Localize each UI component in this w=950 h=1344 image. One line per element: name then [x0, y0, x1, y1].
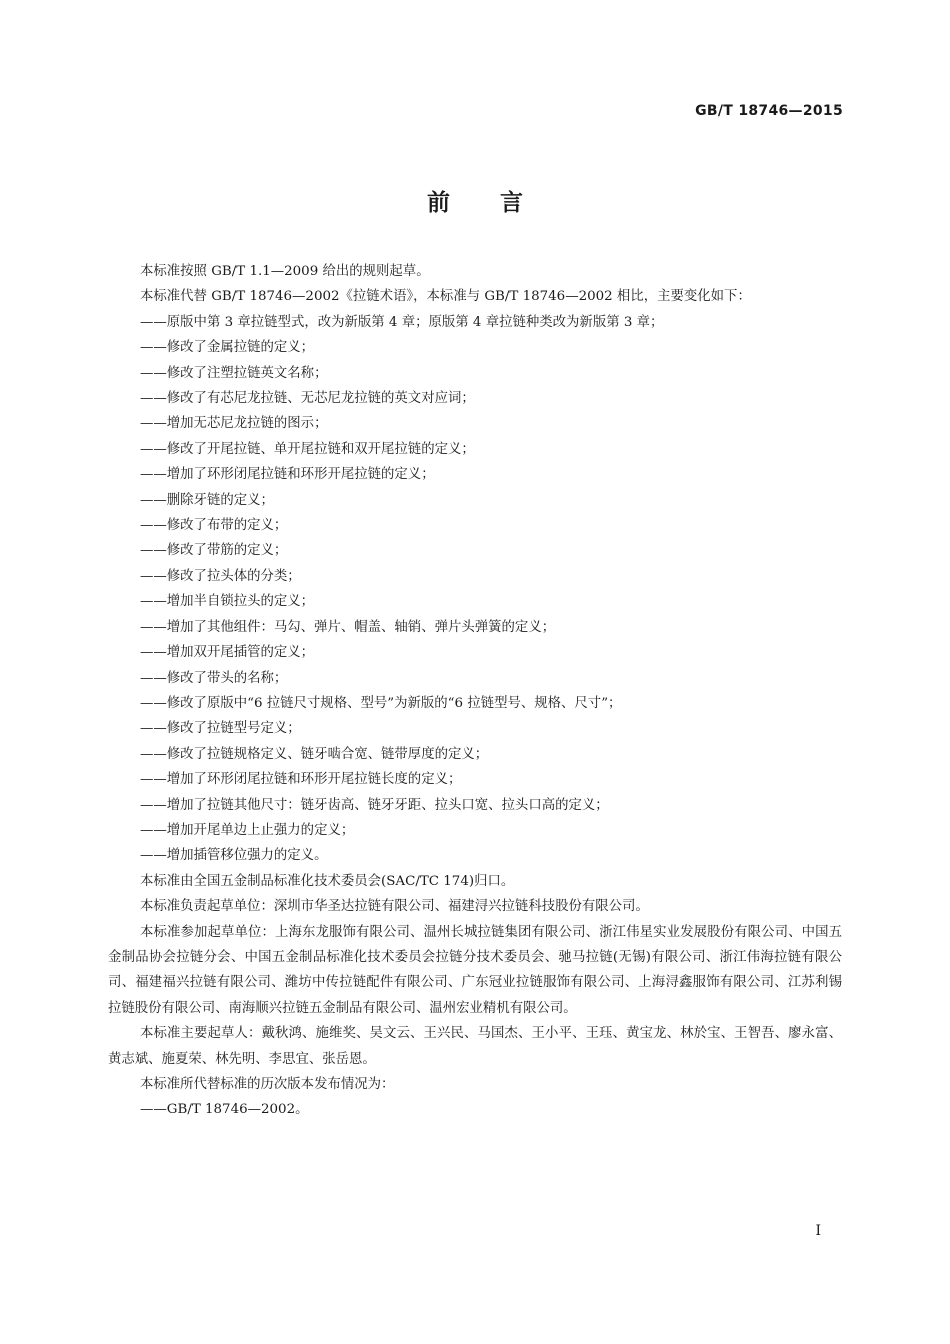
list-item: ——修改了开尾拉链、单开尾拉链和双开尾拉链的定义；: [140, 441, 475, 457]
list-item: ——删除牙链的定义；: [140, 492, 274, 508]
history-intro: 本标准所代替标准的历次版本发布情况为：: [140, 1077, 395, 1092]
intro-paragraph: 本标准代替 GB/T 18746—2002《拉链术语》，本标准与 GB/T 18746—2002 相比，主要变化如下：: [140, 289, 751, 305]
list-item: ——增加了环形闭尾拉链和环形开尾拉链长度的定义；: [140, 772, 462, 788]
list-item: ——增加双开尾插管的定义；: [140, 645, 315, 661]
changes-list: [108, 310, 842, 869]
list-item: ——增加了其他组件：马勾、弹片、帽盖、轴销、弹片头弹簧的定义；: [140, 619, 556, 635]
list-item: ——修改了拉头体的分类；: [140, 568, 301, 584]
list-item: ——修改了拉链型号定义；: [140, 721, 301, 737]
list-item: ——修改了带筋的定义；: [140, 543, 288, 559]
page-title: 前言: [427, 190, 573, 216]
list-item: ——增加了拉链其他尺寸：链牙齿高、链牙牙距、拉头口宽、拉头口高的定义；: [140, 797, 609, 813]
history-item: ——GB/T 18746—2002。: [140, 1102, 309, 1118]
list-item: ——增加半自锁拉头的定义；: [140, 594, 315, 610]
list-item: ——修改了带头的名称；: [140, 670, 288, 686]
intro-paragraph: 本标准按照 GB/T 1.1—2009 给出的规则起草。: [140, 264, 430, 279]
main-drafters-paragraph: 本标准主要起草人：戴秋鸿、施维奖、吴文云、王兴民、马国杰、王小平、王珏、黄宝龙、林於宝、王智吾、廖永富、黄志斌、施夏荣、林先明、李思宜、张岳恩。: [108, 1026, 842, 1067]
participating-drafters-paragraph: 本标准参加起草单位：上海东龙服饰有限公司、温州长城拉链集团有限公司、浙江伟星实业发展股份有限公司、中国五金制品协会拉链分会、中国五金制品标准化技术委员会拉链分技术委员会、驰马拉链(无锡)有限公司、浙江伟海拉链有限公司、福建福兴拉链有限公司、潍坊中传拉链配件有限公司、广东冠业拉链服饰有限公司、上海浔鑫服饰有限公司、江苏利锡拉链股份有限公司、南海顺兴拉链五金制品有限公司、温州宏业精机有限公司。: [108, 924, 842, 1016]
list-item: ——增加插管移位强力的定义。: [140, 848, 328, 864]
list-item: ——修改了金属拉链的定义；: [140, 340, 315, 356]
document-body: [108, 259, 842, 1123]
managed-by-paragraph: 本标准由全国五金制品标准化技术委员会(SAC/TC 174)归口。: [140, 873, 515, 889]
list-item: ——增加了环形闭尾拉链和环形开尾拉链的定义；: [140, 467, 435, 483]
standard-number: GB/T 18746—2015: [695, 103, 843, 119]
list-item: ——修改了注塑拉链英文名称；: [140, 365, 328, 381]
page-number: I: [815, 1223, 821, 1239]
list-item: ——原版中第 3 章拉链型式，改为新版第 4 章；原版第 4 章拉链种类改为新版第 3 章；: [140, 314, 664, 330]
list-item: ——修改了原版中“6 拉链尺寸规格、型号”为新版的“6 拉链型号、规格、尺寸”；: [140, 695, 622, 711]
list-item: ——修改了有芯尼龙拉链、无芯尼龙拉链的英文对应词；: [140, 391, 475, 407]
list-item: ——修改了拉链规格定义、链牙啮合宽、链带厚度的定义；: [140, 746, 489, 762]
list-item: ——增加无芯尼龙拉链的图示；: [140, 416, 328, 432]
responsible-drafter-paragraph: 本标准负责起草单位：深圳市华圣达拉链有限公司、福建浔兴拉链科技股份有限公司。: [140, 899, 649, 915]
list-item: ——修改了布带的定义；: [140, 518, 288, 534]
list-item: ——增加开尾单边上止强力的定义；: [140, 822, 355, 838]
